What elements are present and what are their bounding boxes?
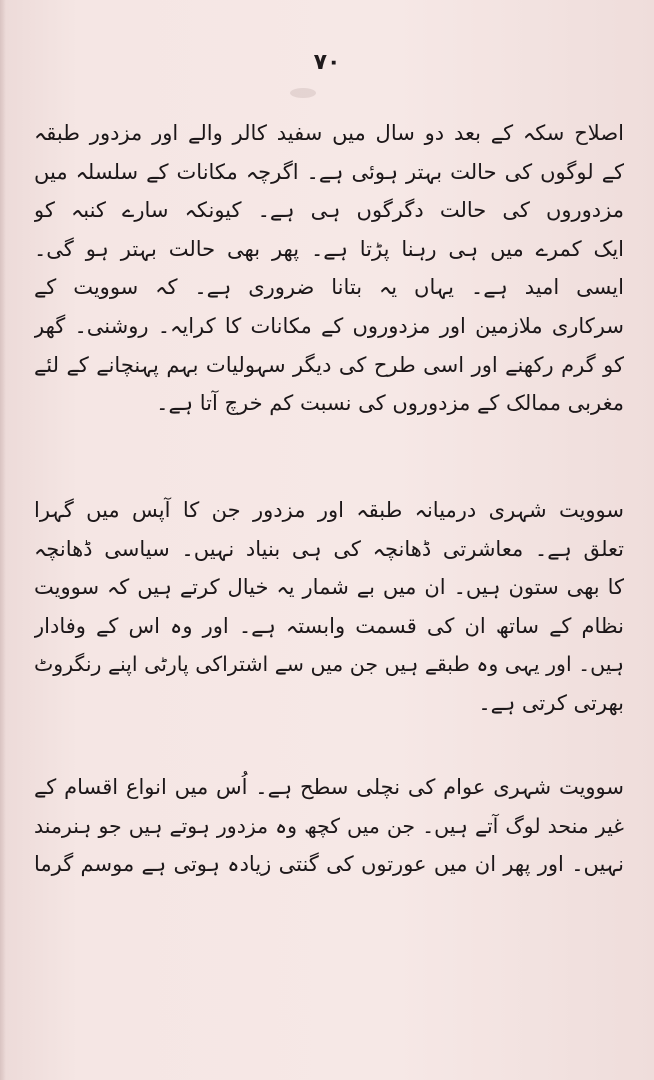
text-line: تعلق ہے۔ معاشرتی ڈھانچہ کی ہی بنیاد نہیں۔ سیاسی ڈھانچہ bbox=[34, 536, 624, 561]
text-line: مغربی ممالک کے مزدوروں کی نسبت کم خرچ آتا ہے۔ bbox=[156, 391, 624, 416]
text-line: سرکاری ملازمین اور مزدوروں کے مکانات کا کرایہ۔ روشنی۔ گھر bbox=[34, 313, 624, 338]
page-edge-shadow bbox=[0, 0, 6, 1080]
paragraph-3 bbox=[34, 768, 624, 884]
paragraph-1 bbox=[34, 114, 624, 423]
text-line: ایسی امید ہے۔ یہاں یہ بتانا ضروری ہے۔ کہ سوویت کے bbox=[34, 275, 624, 300]
text-line: نہیں۔ اور پھر ان میں عورتوں کی گنتی زیادہ ہوتی ہے موسم گرما bbox=[34, 852, 624, 877]
text-line: سوویت شہری درمیانہ طبقہ اور مزدور جن کا آپس میں گہرا bbox=[34, 498, 624, 522]
text-line: اصلاح سکہ کے بعد دو سال میں سفید کالر والے اور مزدور طبقہ bbox=[34, 121, 624, 145]
text-line: بھرتی کرتی ہے۔ bbox=[478, 690, 624, 715]
page-number: ۷۰ bbox=[313, 50, 341, 75]
text-line: کو گرم رکھنے اور اسی طرح کی دیگر سہولیات بہم پہنچانے کے لئے bbox=[34, 352, 624, 377]
text-line: ایک کمرے میں ہی رہنا پڑتا ہے۔ پھر بھی حالت بہتر ہو گی۔ bbox=[34, 236, 624, 261]
text-line: نظام کے ساتھ ان کی قسمت وابستہ ہے۔ اور وہ اس کے وفادار bbox=[34, 613, 624, 638]
ink-smudge bbox=[290, 88, 316, 98]
paragraph-2 bbox=[34, 491, 624, 723]
text-line: کے لوگوں کی حالت بہتر ہوئی ہے۔ اگرچہ مکانات کے سلسلہ میں bbox=[34, 159, 624, 184]
text-line: غیر منحد لوگ آتے ہیں۔ جن میں کچھ وہ مزدور ہوتے ہیں جو ہنرمند bbox=[34, 813, 624, 838]
text-line: کا بھی ستون ہیں۔ ان میں بے شمار یہ خیال کرتے ہیں کہ سوویت bbox=[34, 575, 624, 600]
text-line: سوویت شہری عوام کی نچلی سطح ہے۔ اُس میں انواع اقسام کے bbox=[34, 775, 624, 799]
text-line: ہیں۔ اور یہی وہ طبقے ہیں جن میں سے اشتراکی پارٹی اپنے رنگروٹ bbox=[34, 652, 624, 677]
text-line: مزدوروں کی حالت دگرگوں ہی ہے۔ کیونکہ سارے کنبہ کو bbox=[34, 198, 624, 223]
